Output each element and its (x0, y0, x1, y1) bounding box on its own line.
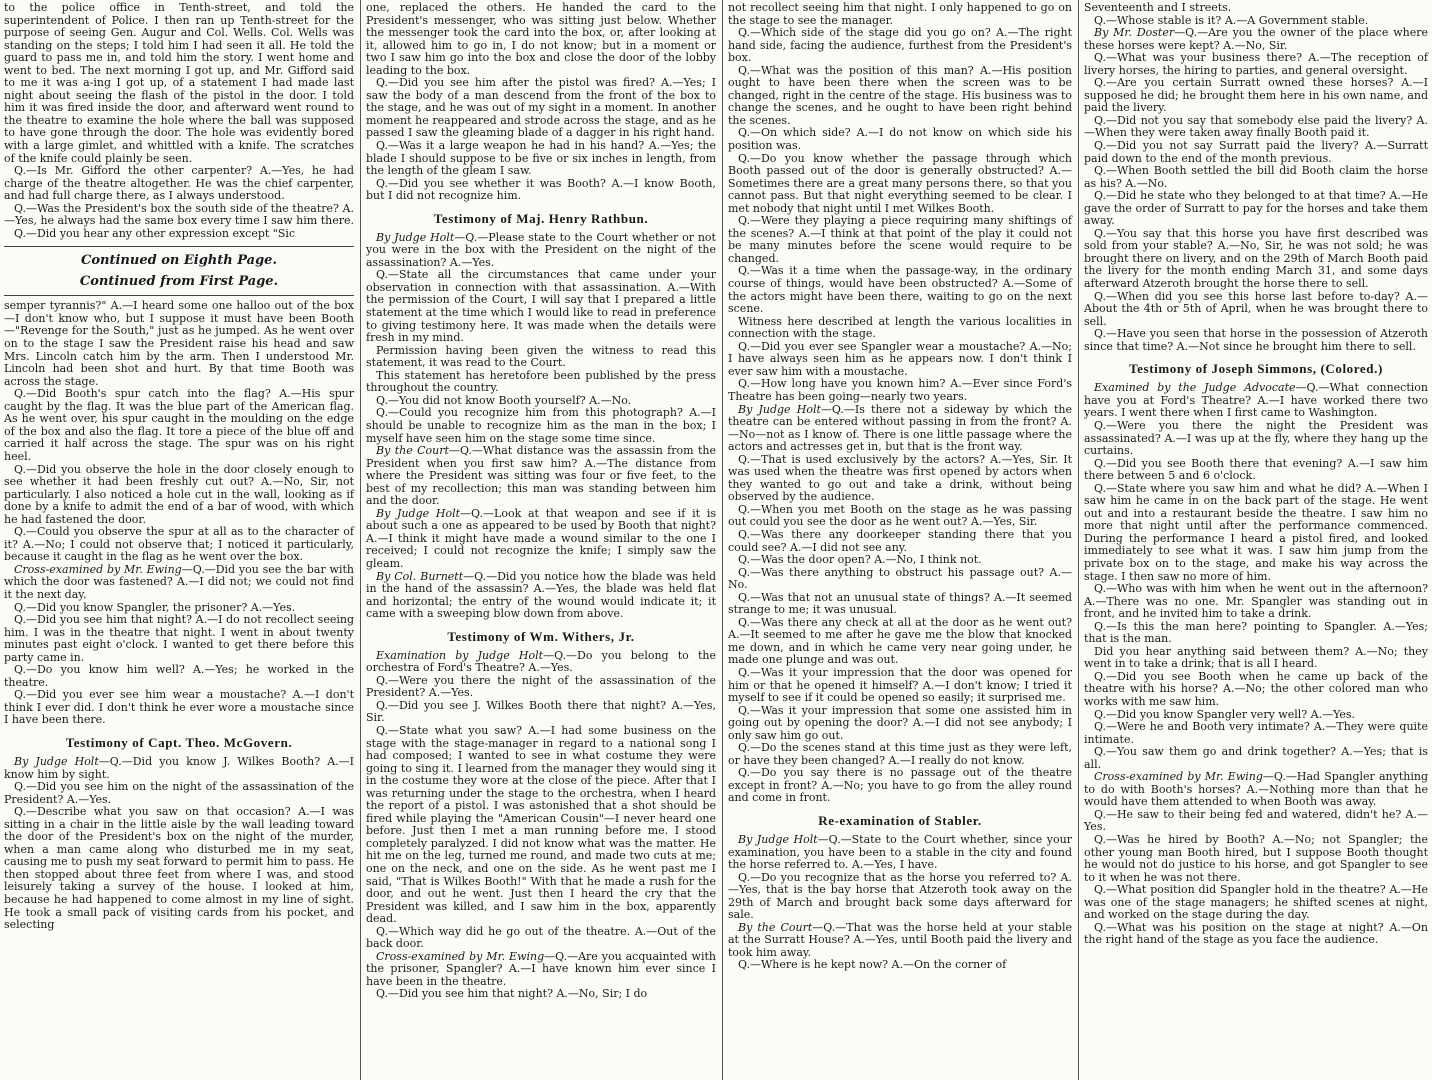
paragraph-text: —Q.—Are you the owner of the place where these horses were kept? A.—No, Sir. (1084, 26, 1428, 52)
paragraph-text: —Q.—Did you know J. Wilkes Booth? A.—I know him by sight. (4, 754, 354, 781)
paragraph (728, 404, 1072, 454)
paragraph: Q.—Did you see him that night? A.—No, Sir; I do (376, 987, 648, 1001)
column-1 (0, 0, 358, 1080)
paragraph: Q.—Did you ever see Spangler wear a moustache? A.—No; I have always seen him as he appears now. I don't think I ever saw him with a moustache. (728, 339, 1072, 378)
paragraph: Seventeenth and I streets. (1084, 1, 1232, 14)
examiner-label: Examination by Judge Holt (376, 648, 544, 662)
paragraph: Q.—Was the President's box the south side of the theatre? A.—Yes, he always had the same box every time I saw him there. (4, 201, 354, 228)
section-heading: Testimony of Joseph Simmons, (Colored.) (1129, 361, 1383, 377)
paragraph: Q.—Is Mr. Gifford the other carpenter? A.—Yes, he had charge of the theatre altogether. He was the chief carpenter, and had full charge there, as I always understood. (4, 164, 354, 203)
examiner-label: Cross-examined by Mr. Ewing (376, 949, 545, 963)
paragraph: Q.—State all the circumstances that came under your observation in connection with that assassination. A.—With the permission of the Court, I will say that I prepared a little statement at the time which I would like to read in preference to giving testimony here. It was made when the details were fresh in my mind. (366, 268, 716, 345)
paragraph: Q.—Did he state who they belonged to at that time? A.—He gave the order of Surratt to pay for the horses and take them away. (1084, 189, 1428, 228)
paragraph: semper tyrannis?" A.—I heard some one halloo out of the box—I don't know who, but I suppose it must have been Booth—"Revenge for the South," just as he jumped. As he went over on to the stage I saw the President raise his head and saw Mrs. Lincoln catch him by the arm. Then I understood Mr. Lincoln had been shot and hurt. By that time Booth was across the stage. (4, 299, 354, 388)
examiner-label: By the Court (376, 444, 449, 458)
column-3 (724, 0, 1076, 1080)
paragraph (728, 922, 1072, 960)
continuation-note: Continued from First Page. (79, 274, 279, 290)
examiner-label: By the Court (738, 920, 813, 934)
paragraph: Q.—Were he and Booth very intimate? A.—They were quite intimate. (1084, 720, 1428, 746)
section-heading: Testimony of Capt. Theo. McGovern. (65, 734, 293, 750)
paragraph: Q.—Did Booth's spur catch into the flag? A.—His spur caught by the flag. It was the blue part of the American flag. As he went over, his spur caught in the moulding on the edge of the box and also the flag. It tore a piece of the blue off and carried it half across the stage. The spur was on his right heel. (4, 387, 354, 463)
paragraph: Q.—Do you know whether the passage through which Booth passed out of the door is generally obstructed? A.—Sometimes there are a great many persons there, so that you cannot pass. But that night everything seemed to be clear. I met nobody that night until I met Wilkes Booth. (728, 151, 1072, 215)
paragraph-text: —Q.—Do you belong to the orchestra of Ford's Theatre? A.—Yes. (366, 648, 717, 675)
paragraph: Q.—Did you see whether it was Booth? A.—I know Booth, but I did not recognize him. (366, 176, 716, 203)
paragraph: Q.—What was his position on the stage at night? A.—On the right hand of the stage as you face the audience. (1084, 920, 1428, 947)
paragraph: Q.—He saw to their being fed and watered, didn't he? A.—Yes. (1084, 807, 1428, 834)
paragraph: Q.—What was your business there? A.—The reception of livery horses, the hiring to parties, and general oversight. (1084, 51, 1428, 77)
paragraph: Q.—You did not know Booth yourself? A.—No. (376, 393, 632, 407)
paragraph: Q.—Did you not say Surratt paid the livery? A.—Surratt paid down to the end of the month previous. (1084, 139, 1428, 165)
examiner-label: By Judge Holt (738, 402, 821, 416)
paragraph-text: —Q.—Is there not a sideway by which the theatre can be entered without passing in from the front? A.—No—not as I know of. There is one little passage where the actors and actresses get in, but that is the front way. (728, 402, 1072, 454)
paragraph: Q.—Was he hired by Booth? A.—No; not Spangler; the other young man Booth hired, but I suppose Booth thought he would not do justice to his horse, and got Spangler to see to it when he was not there. (1084, 833, 1428, 884)
paragraph (366, 571, 716, 621)
paragraph: Q.—Which way did he go out of the theatre. A.—Out of the back door. (366, 924, 716, 951)
paragraph-text: —Q.—Did you see the bar with which the door was fastened? A.—I did not; we could not find it the next day. (4, 562, 354, 601)
paragraph: Q.—Are you certain Surratt owned these horses? A.—I supposed he did; he brought them here in his own name, and paid the livery. (1084, 76, 1428, 115)
paragraph: Q.—Where is he kept now? A.—On the corner of (738, 958, 1007, 972)
paragraph: Q.—Did you know Spangler, the prisoner? A.—Yes. (14, 600, 296, 614)
paragraph: Q.—Do the scenes stand at this time just as they were left, or have they been changed? A.—I really do not know. (728, 741, 1072, 767)
paragraph: Q.—Do you say there is no passage out of the theatre except in front? A.—No; you have to go from the alley round and come in front. (728, 766, 1072, 805)
column-rule (360, 0, 361, 1080)
paragraph: Did you hear anything said between them? A.—No; they went in to take a drink; that is all I heard. (1084, 644, 1428, 671)
paragraph-text: —Q.—State to the Court whether, since your examination, you have been to a stable in the city and found the horse referred to. A.—Yes, I have. (728, 833, 1072, 872)
paragraph: Q.—State what you saw? A.—I had some business on the stage with the stage-manager in regard to a national song I had composed; I wanted to see in what costume they were going to sing it. I learned from the manager they would sing it in the costume they wore at the close of the piece. After that I was returning under the stage to the orchestra, when I heard the report of a pistol. I was astonished that a shot should be fired while playing the "American Cousin"—I never heard one before. Just then I met a man running before me. I stood completely paralyzed. I did not know what was the matter. He hit me on the leg, turned me round, and made two cuts at me; one on the neck, and one on the side. As he went past me I said, "That is Wilkes Booth!" With that he made a rush for the door, and out he went. Just then I heard the cry that the President was killed, and I saw him in the box, apparently dead. (366, 723, 716, 926)
paragraph: Q.—Do you recognize that as the horse you referred to? A.—Yes, that is the bay horse that Atzeroth took away on the 29th of March and brought back some days afterward for sale. (728, 870, 1072, 922)
examiner-label: Examined by the Judge Advocate (1094, 381, 1296, 395)
paragraph-text: —Q.—Did you notice how the blade was held in the hand of the assassin? A.—Yes, the blade was held flat and horizontal; the entry of the wound would indicate it; it came with a sweeping blow down from above. (366, 569, 716, 621)
paragraph: Q.—When did you see this horse last before to-day? A.—About the 4th or 5th of April, when he was brought there to sell. (1084, 289, 1428, 328)
examiner-label: By Judge Holt (738, 833, 818, 846)
paragraph (4, 564, 354, 602)
paragraph: Q.—Were you there the night of the assassination of the President? A.—Yes. (366, 673, 716, 700)
paragraph: Witness here described at length the various localities in connection with the stage. (728, 314, 1072, 341)
paragraph: Q.—Was it your impression that some one assisted him in going out by opening the door? A.—I did not see anybody; I only saw him go out. (728, 703, 1072, 742)
column-rule (1078, 0, 1079, 1080)
paragraph: Q.—Was it a large weapon he had in his hand? A.—Yes; the blade I should suppose to be five or six inches in length, from the length of the gleam I saw. (366, 139, 716, 178)
paragraph (366, 508, 716, 571)
paragraph: Q.—Which side of the stage did you go on? A.—The right hand side, facing the audience, furthest from the President's box. (728, 26, 1072, 65)
paragraph (366, 232, 716, 270)
paragraph: Q.—Was that not an unusual state of things? A.—It seemed strange to me; it was unusual. (728, 590, 1072, 617)
paragraph (366, 650, 716, 675)
paragraph: Q.—Did you know Spangler very well? A.—Yes. (1094, 707, 1356, 721)
paragraph: Q.—Whose stable is it? A.—A Government stable. (1094, 13, 1369, 27)
examiner-label: By Judge Holt (376, 230, 455, 244)
paragraph: Q.—On which side? A.—I do not know on which side his position was. (728, 126, 1072, 153)
paragraph: Q.—When you met Booth on the stage as he was passing out could you see the door as he went out? A.—Yes, Sir. (728, 502, 1072, 529)
paragraph: Q.—Describe what you saw on that occasion? A.—I was sitting in a chair in the little aisle by the wall leading toward the door of the President's box on the night of the murder, when a man came along who disturbed me in my seat, causing me to push my seat forward to permit him to pass. He then stopped about three feet from where I was, and stood leisurely taking a survey of the house. I looked at him, because he had happened to come almost in my line of sight. He took a small pack of visiting cards from his pocket, and selecting (4, 805, 354, 932)
examiner-label: Cross-examined by Mr. Ewing (1094, 770, 1263, 784)
paragraph: Q.—Could you recognize him from this photograph? A.—I should be unable to recognize him as the man in the box; I myself have seen him on the stage some time since. (366, 406, 716, 445)
divider (4, 246, 354, 247)
examiner-label: By Judge Holt (14, 754, 99, 768)
continuation-note: Continued on Eighth Page. (81, 253, 277, 269)
examiner-label: By Judge Holt (376, 506, 461, 520)
paragraph-text: —Q.—What connection have you at Ford's Theatre? A.—I have worked there two years. I went there when I first came to Washington. (1084, 381, 1428, 420)
paragraph: Q.—Did you hear any other expression except "Sic (14, 226, 296, 240)
paragraph-text: —Q.—That was the horse held at your stable at the Surratt House? A.—Yes, until Booth paid the livery and took him away. (728, 920, 1073, 959)
paragraph: Q.—Was there anything to obstruct his passage out? A.—No. (728, 565, 1072, 592)
paragraph (366, 951, 716, 989)
paragraph-text: —Q.—Please state to the Court whether or not you were in the box with the President on the night of the assassination? A.—Yes. (366, 230, 716, 269)
divider (4, 295, 354, 296)
paragraph: Q.—Did not you say that somebody else paid the livery? A.—When they were taken away finally Booth paid it. (1084, 113, 1428, 140)
paragraph: Q.—What was the position of this man? A.—His position ought to have been there when the screen was to be changed, right in the centre of the stage. His business was to change the scenes, and he ought to have been right behind the scenes. (728, 63, 1072, 127)
paragraph: Q.—Did you see Booth when he came up back of the theatre with his horse? A.—No; the other colored man who works with me saw him. (1084, 669, 1428, 708)
paragraph: Permission having been given the witness to read this statement, it was read to the Court. (366, 343, 716, 370)
paragraph: to the police office in Tenth-street, and told the superintendent of Police. I then ran up Tenth-street for the purpose of seeing Gen. Augur and Col. Wells. Col. Wells was standing on the steps; I told him I had seen it all. He told the guard to pass me in, and told him the story. I went home and went to bed. The next morning I got up, and Mr. Gifford said to me it was a-ing I got up, of a statement I had made last night about seeing the flash of the pistol in the door. I told him it was fired inside the door, and afterward went round to the theatre to examine the hole where the ball was supposed to have gone through the door. The hole was evidently bored with a large gimlet, and whittled with a knife. The scratches of the knife could plainly be seen. (4, 1, 354, 165)
paragraph: Q.—State where you saw him and what he did? A.—When I saw him he came in on the back part of the stage. He went out and into a restaurant beside the theatre. I saw him no more that night until after the performance commenced. During the performance I heard a pistol fired, and looked immediately to see what it was. I saw him jump from the private box on to the stage, and make his way across the stage. I then saw no more of him. (1084, 481, 1428, 583)
paragraph: Q.—Was it a time when the passage-way, in the ordinary course of things, would have been obstructed? A.—Some of the actors might have been there, waiting to go on the next scene. (728, 264, 1072, 316)
paragraph: Q.—Was it your impression that the door was opened for him or that he opened it himself? A.—I don't know; I tried it myself to see if it could be opened so easily; it surprised me. (728, 665, 1072, 705)
paragraph: Q.—Is this the man here? pointing to Spangler. A.—Yes; that is the man. (1084, 619, 1428, 646)
column-rule (722, 0, 723, 1080)
paragraph-text: —Q.—Look at that weapon and see if it is about such a one as appeared to be used by Booth that night? A.—I think it might have made a wound similar to the one I received; I could not recognize the knife; I simply saw the gleam. (366, 506, 716, 570)
section-heading: Testimony of Maj. Henry Rathbun. (433, 210, 649, 226)
paragraph: Q.—Did you observe the hole in the door closely enough to see whether it had been freshly cut out? A.—No, Sir, not particularly. I also noticed a hole cut in the wall, looking as if done by a knife to admit the end of a bar of wood, with which he had fastened the door. (4, 462, 354, 526)
paragraph: Q.—When Booth settled the bill did Booth claim the horse as his? A.—No. (1084, 164, 1428, 190)
paragraph-text: —Q.—What distance was the assassin from the President when you first saw him? A.—The distance from where the President was sitting was four or five feet, to the best of my recollection; this man was standing between him and the door. (366, 444, 716, 508)
section-heading: Testimony of Wm. Withers, Jr. (447, 628, 635, 644)
paragraph: one, replaced the others. He handed the card to the President's messenger, who was sitting just below. Whether the messenger took the card into the box, or, after looking at it, allowed him to go in, I do not know; but in a moment or two I saw him go into the box and close the door of the lobby leading to the box. (366, 1, 716, 77)
paragraph-text: —Q.—Are you acquainted with the prisoner, Spangler? A.—I have known him ever since I have been in the theatre. (366, 949, 716, 988)
column-2 (362, 0, 720, 1080)
paragraph: Q.—That is used exclusively by the actors? A.—Yes, Sir. It was used when the theatre was first opened by actors when they wanted to go out and take a drink, without being observed by the audience. (728, 452, 1072, 504)
examiner-label: Cross-examined by Mr. Ewing (14, 562, 182, 576)
paragraph: This statement has heretofore been published by the press throughout the country. (366, 368, 716, 395)
paragraph: not recollect seeing him that night. I only happened to go on the stage to see the manager. (728, 1, 1072, 27)
examiner-label: By Col. Burnett (376, 569, 464, 583)
paragraph: Q.—Do you know him well? A.—Yes; he worked in the theatre. (4, 663, 354, 689)
paragraph: Q.—Were you there the night the President was assassinated? A.—I was up at the fly, where they hang up the curtains. (1084, 418, 1428, 458)
paragraph-text: —Q.—Had Spangler anything to do with Booth's horses? A.—Nothing more than that he would have them attended to when Booth was away. (1084, 770, 1428, 809)
paragraph (4, 756, 354, 781)
paragraph: Q.—Did you ever see him wear a moustache? A.—I don't think I ever did. I don't think he ever wore a moustache since I have been there. (4, 688, 354, 727)
paragraph: Q.—Did you see him after the pistol was fired? A.—Yes; I saw the body of a man descend from the front of the box to the stage, and he was out of my sight in a moment. In another moment he reappeared and strode across the stage, and as he passed I saw the gleaming blade of a dagger in his right hand. (366, 76, 716, 140)
paragraph: Q.—Were they playing a piece requiring many shiftings of the scenes? A.—I think at that point of the play it could not be many minutes before the scene would require to be changed. (728, 214, 1072, 265)
paragraph: Q.—What position did Spangler hold in the theatre? A.—He was one of the stage managers; he shifted scenes at night, and worked on the stage during the day. (1084, 883, 1428, 922)
paragraph: Q.—Did you see him that night? A.—I do not recollect seeing him. I was in the theatre that night. I went in about twenty minutes past eight o'clock. I wanted to get there before this party came in. (4, 613, 354, 664)
examiner-label: By Mr. Doster (1094, 26, 1175, 40)
paragraph: Q.—You saw them go and drink together? A.—Yes; that is all. (1084, 745, 1428, 771)
section-heading: Re-examination of Stabler. (818, 813, 982, 828)
column-4 (1080, 0, 1432, 1080)
paragraph: Q.—How long have you known him? A.—Ever since Ford's Theatre has been going—nearly two years. (728, 377, 1072, 403)
paragraph: Q.—Did you see him on the night of the assassination of the President? A.—Yes. (4, 780, 354, 806)
paragraph: Q.—Was the door open? A.—No, I think not. (738, 553, 982, 567)
paragraph: Q.—Did you see J. Wilkes Booth there that night? A.—Yes, Sir. (366, 698, 716, 725)
paragraph: Q.—Was there any doorkeeper standing there that you could see? A.—I did not see any. (728, 527, 1072, 554)
paragraph (728, 834, 1072, 872)
paragraph: Q.—You say that this horse you have first described was sold from your stable? A.—No, Sir, he was not sold; he was brought there on livery, and on the 29th of March Booth paid the livery for the month ending March 31, and some days afterward Atzeroth brought the horse there to sell. (1084, 226, 1428, 291)
paragraph: Q.—Who was with him when he went out in the afternoon? A.—There was no one. Mr. Spangler was standing out in front, and he invited him to take a drink. (1084, 582, 1428, 621)
paragraph (366, 445, 716, 508)
paragraph (1084, 771, 1428, 809)
paragraph: Q.—Have you seen that horse in the possession of Atzeroth since that time? A.—Not since he brought him there to sell. (1084, 327, 1428, 353)
paragraph: Q.—Could you observe the spur at all as to the character of it? A.—No; I could not observe that; I noticed it particularly, because it caught in the flag as he went over the box. (4, 525, 354, 564)
paragraph: Q.—Was there any check at all at the door as he went out? A.—It seemed to me after he gave me the blow that knocked me down, and in which he came very near going under, he made one plunge and was out. (728, 615, 1072, 667)
paragraph (1084, 27, 1428, 52)
paragraph (1084, 382, 1428, 420)
paragraph: Q.—Did you see Booth there that evening? A.—I saw him there between 5 and 6 o'clock. (1084, 456, 1428, 483)
